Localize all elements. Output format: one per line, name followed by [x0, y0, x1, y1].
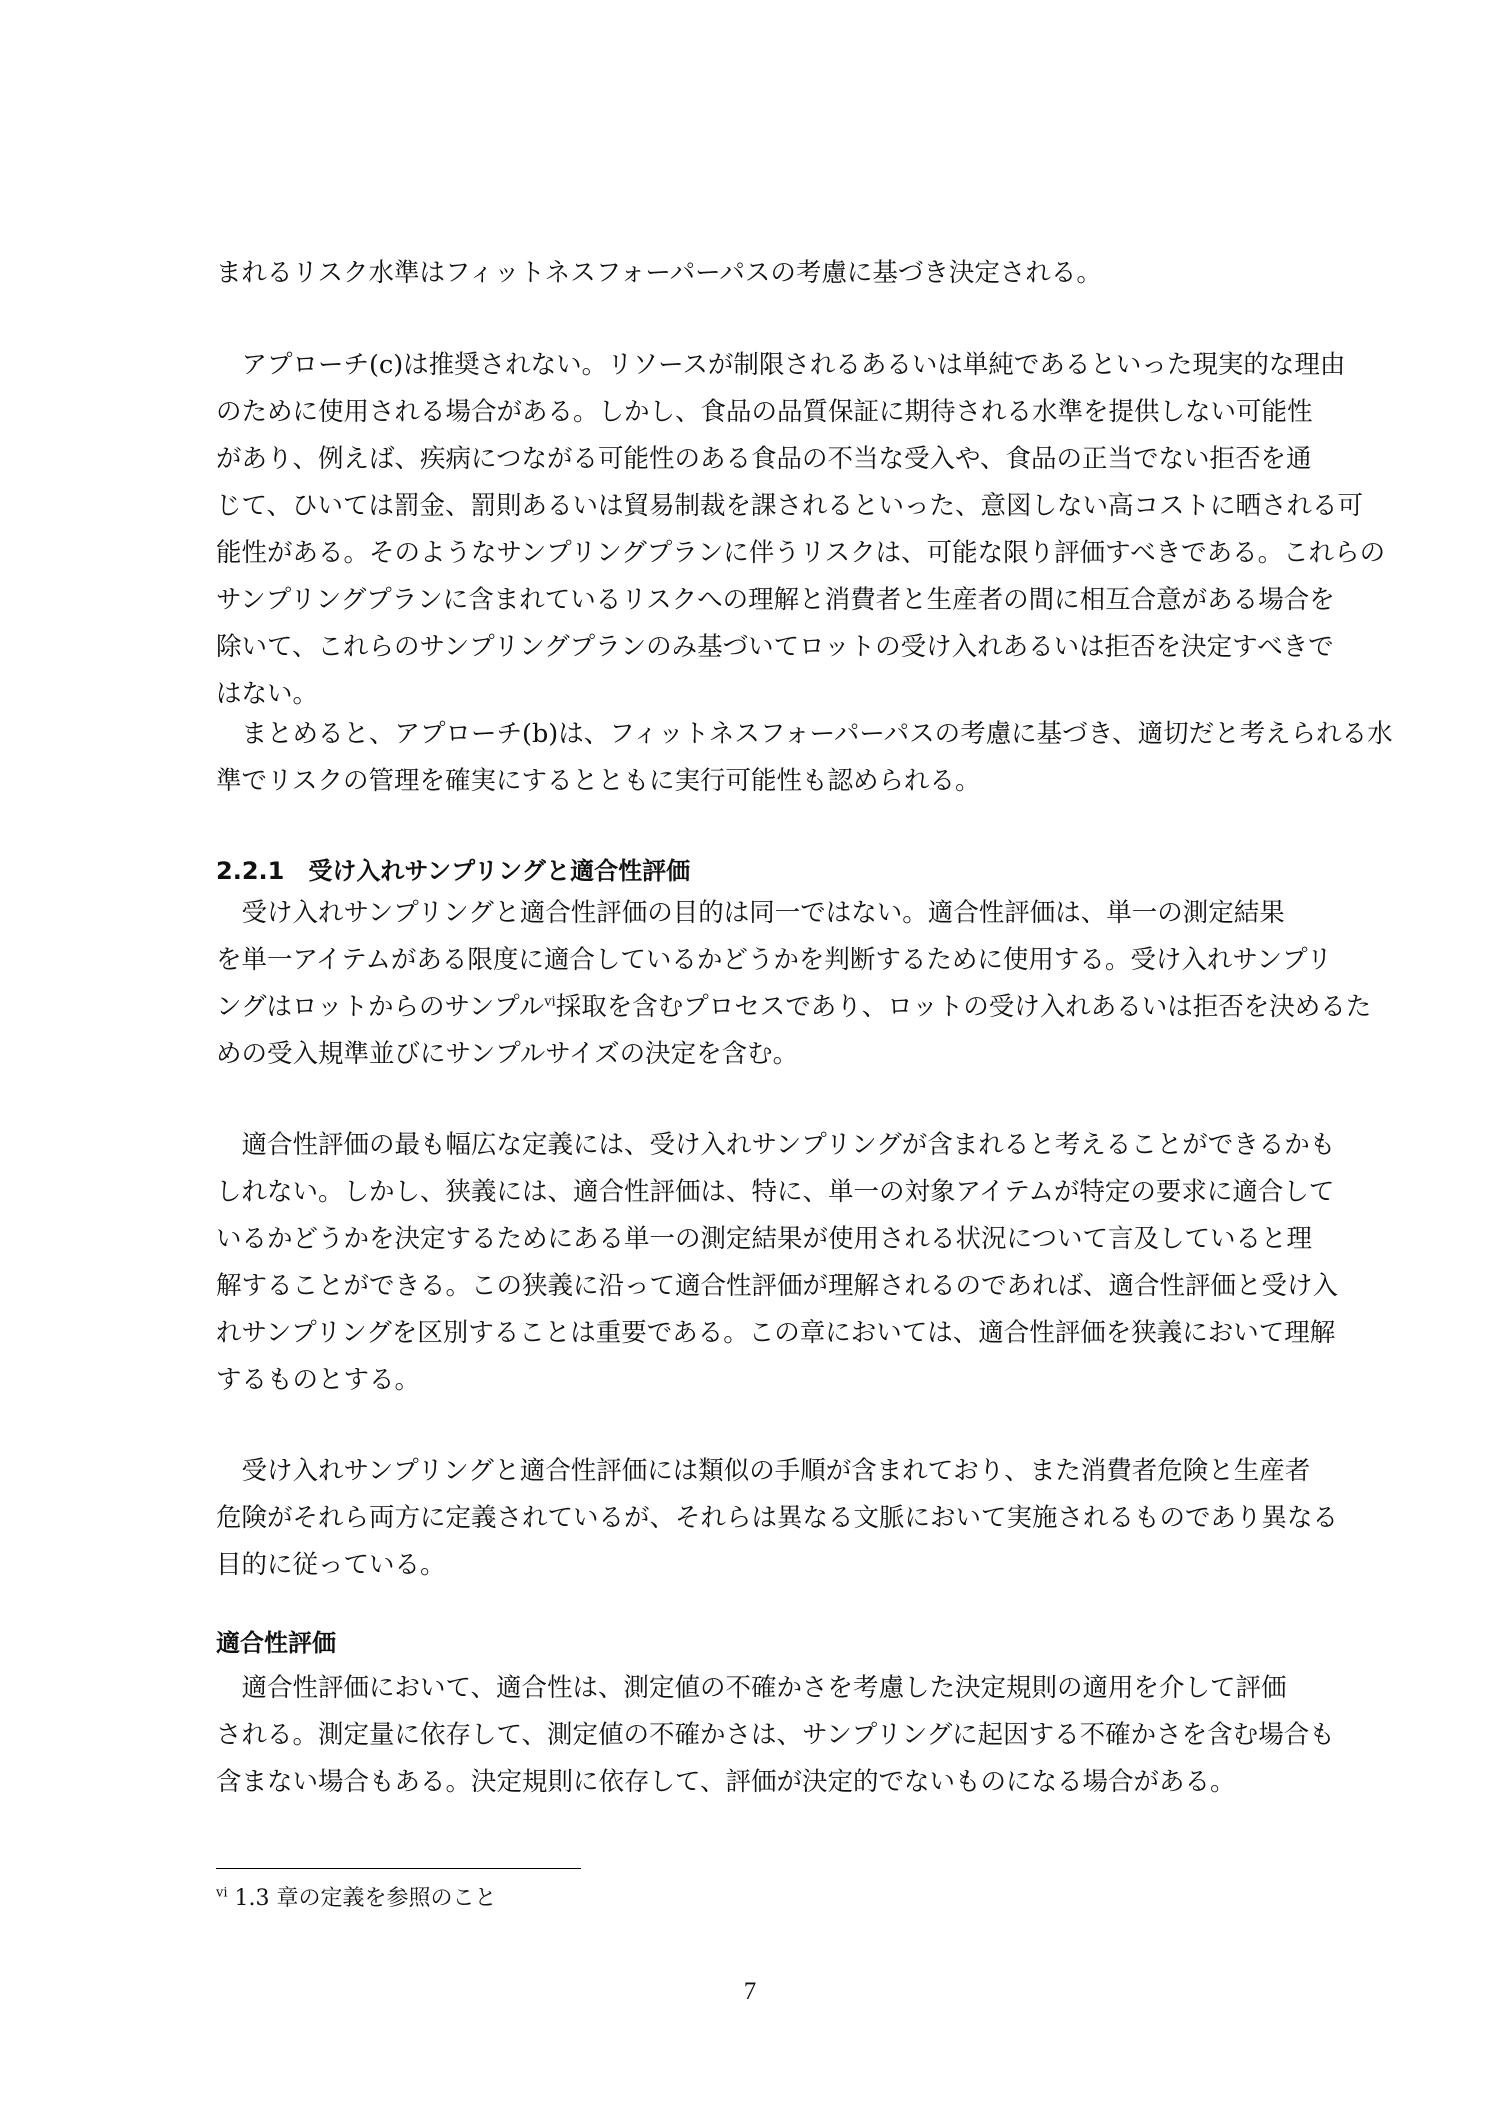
section-heading: 2.2.1 受け入れサンプリングと適合性評価 [216, 857, 691, 885]
body-text-line: 目的に従っている。 [216, 1550, 446, 1580]
body-text-line: するものとする。 [216, 1365, 421, 1395]
body-text-line: めの受入規準並びにサンプルサイズの決定を含む。 [216, 1039, 799, 1069]
body-text-line: アプローチ(c)は推奨されない。リソースが制限されるあるいは単純であるといった現実的な理由 [216, 350, 1346, 380]
body-text-line: しれない。しかし、狭義には、適合性評価は、特に、単一の対象アイテムが特定の要求に適合して [216, 1177, 1335, 1207]
body-text-line: まれるリスク水準はフィットネスフォーパーパスの考慮に基づき決定される。 [216, 258, 1102, 288]
body-text-line: される。測定量に依存して、測定値の不確かさは、サンプリングに起因する不確かさを含む場合も [216, 1720, 1335, 1750]
body-text-line: 危険がそれら両方に定義されているが、それらは異なる文脈において実施されるものであり異なる [216, 1503, 1339, 1533]
body-text-line: れサンプリングを区別することは重要である。この章においては、適合性評価を狭義において理解 [216, 1318, 1336, 1348]
body-text-line: まとめると、アプローチ(b)は、フィットネスフォーパーパスの考慮に基づき、適切だと考えられる水 [216, 719, 1393, 749]
body-text-line: じて、ひいては罰金、罰則あるいは貿易制裁を課されるといった、意図しない高コストに晒される可 [216, 491, 1363, 521]
body-text-fragment: ングはロットからのサンプル [216, 992, 545, 1022]
body-text-line: 受け入れサンプリングと適合性評価の目的は同一ではない。適合性評価は、単一の測定結果 [216, 898, 1285, 928]
footnote-text: 1.3 章の定義を参照のこと [234, 1886, 497, 1911]
footnote-separator [216, 1868, 581, 1869]
body-text-line: いるかどうかを決定するためにある単一の測定結果が使用される状況について言及していると理 [216, 1224, 1312, 1254]
body-text-line: はない。 [216, 679, 319, 709]
footnote-marker: vi [216, 1885, 228, 1901]
body-text-line: のために使用される場合がある。しかし、食品の品質保証に期待される水準を提供しない可能性 [216, 397, 1313, 427]
footnote [216, 1881, 497, 1912]
body-text-line: サンプリングプランに含まれているリスクへの理解と消費者と生産者の間に相互合意がある場合を [216, 585, 1335, 615]
body-text-line: があり、例えば、疾病につながる可能性のある食品の不当な受入や、食品の正当でない拒否を通 [216, 444, 1312, 474]
body-text-line: 適合性評価の最も幅広な定義には、受け入れサンプリングが含まれると考えることができるかも [216, 1130, 1336, 1160]
subsection-heading: 適合性評価 [216, 1629, 336, 1657]
body-text-line: 能性がある。そのようなサンプリングプランに伴うリスクは、可能な限り評価すべきである。これらの [216, 538, 1386, 568]
body-text-line: 含まない場合もある。決定規則に依存して、評価が決定的でないものになる場合がある。 [216, 1767, 1236, 1797]
body-text-line: 準でリスクの管理を確実にするとともに実行可能性も認められる。 [216, 766, 981, 796]
body-text-line: 適合性評価において、適合性は、測定値の不確かさを考慮した決定規則の適用を介して評価 [216, 1673, 1287, 1703]
footnote-reference[interactable]: vi [544, 994, 556, 1010]
page-number: 7 [743, 1978, 757, 2005]
body-text-line: 受け入れサンプリングと適合性評価には類似の手順が含まれており、また消費者危険と生産者 [216, 1456, 1311, 1486]
body-text-line: を単一アイテムがある限度に適合しているかどうかを判断するために使用する。受け入れサンプリ [216, 945, 1333, 975]
body-text-line [216, 992, 1371, 1023]
body-text-line: 除いて、これらのサンプリングプランのみ基づいてロットの受け入れあるいは拒否を決定すべきで [216, 632, 1334, 662]
body-text-line: 解することができる。この狭義に沿って適合性評価が理解されるのであれば、適合性評価と受け入 [216, 1271, 1339, 1301]
body-text-fragment: 採取を含むプロセスであり、ロットの受け入れあるいは拒否を決めるた [555, 992, 1372, 1022]
